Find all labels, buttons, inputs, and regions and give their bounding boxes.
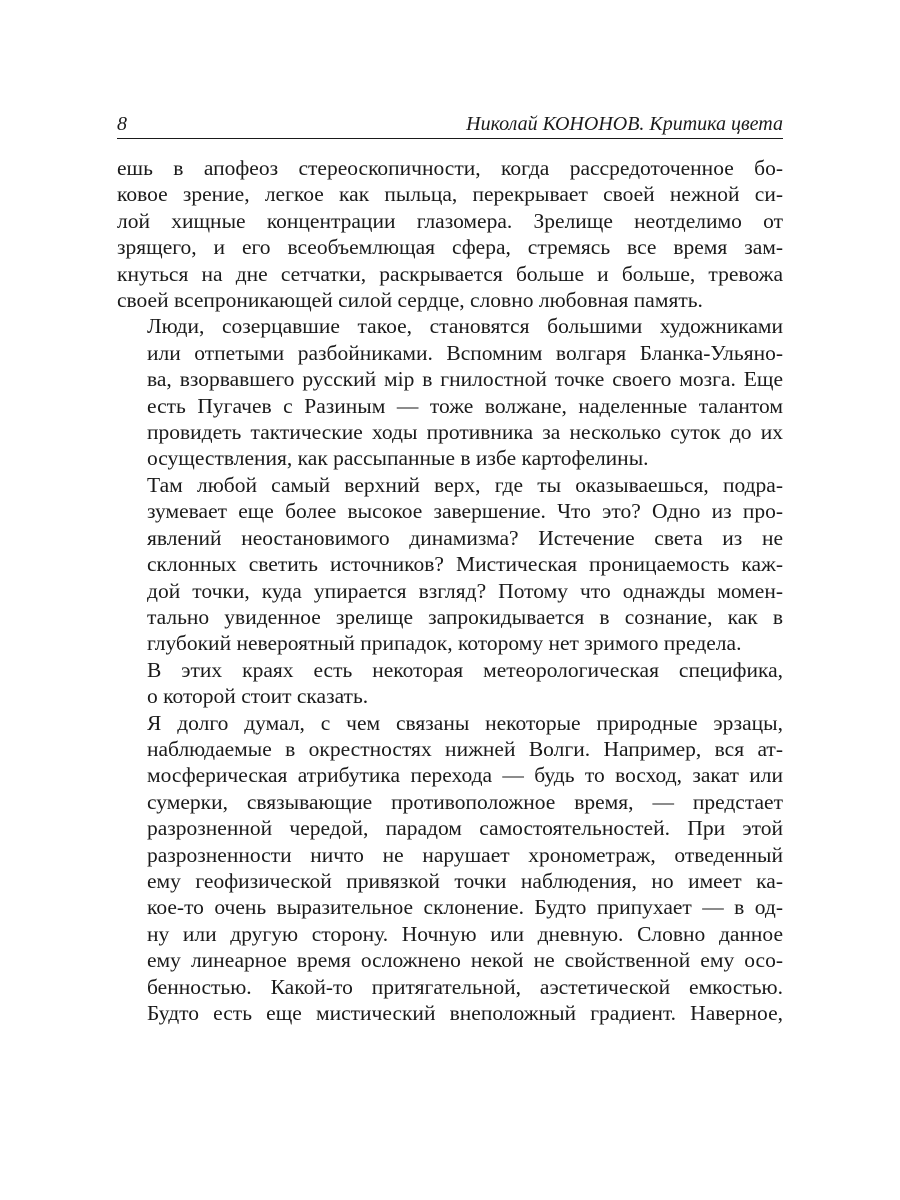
text-line: тально увиденное зрелище запрокидывается в сознание, как в (147, 604, 783, 629)
text-line: В этих краях есть некоторая метеорологическая специфика, (147, 657, 783, 682)
text-line: о которой стоит сказать. (147, 684, 369, 709)
text-line: лой хищные концентрации глазомера. Зрелище неотделимо от (117, 208, 783, 233)
body-text (117, 155, 783, 1026)
text-line: разрозненности ничто не нарушает хронометраж, отведенный (147, 842, 783, 867)
text-line: явлений неостановимого динамизма? Истечение света из не (147, 525, 783, 550)
text-line: Будто есть еще мистический внеположный градиент. Наверное, (147, 1001, 783, 1025)
text-line: кнуться на дне сетчатки, раскрывается больше и больше, тревожа (117, 261, 783, 286)
text-line: осуществления, как рассыпанные в избе картофелины. (147, 446, 649, 471)
text-line: ну или другую сторону. Ночную или дневную. Словно данное (147, 921, 783, 946)
book-page (117, 112, 783, 1026)
text-line: провидеть тактические ходы противника за несколько суток до их (147, 420, 783, 445)
running-title: Николай КОНОНОВ. Критика цвета (466, 113, 783, 135)
text-line: ему геофизической привязкой точки наблюдения, но имеет ка- (147, 868, 783, 893)
text-line: есть Пугачев с Разиным — тоже волжане, наделенные талантом (147, 393, 783, 418)
text-line: глубокий невероятный припадок, которому нет зримого предела. (147, 631, 742, 656)
text-line: или отпетыми разбойниками. Вспомним волгаря Бланка-Ульяно- (147, 340, 783, 365)
running-head (117, 112, 783, 139)
paragraph-1 (117, 155, 783, 313)
text-line: сумерки, связывающие противоположное время, — предстает (147, 789, 783, 814)
text-line: мосферическая атрибутика перехода — будь то восход, закат или (147, 763, 783, 788)
text-line: ковое зрение, легкое как пыльца, перекрывает своей нежной си- (117, 182, 783, 207)
text-line: ему линеарное время осложнено некой не свойственной ему осо- (147, 948, 783, 973)
text-line: Люди, созерцавшие такое, становятся большими художниками (147, 314, 783, 339)
text-line: кое-то очень выразительное склонение. Будто припухает — в од- (147, 895, 783, 920)
text-line: бенностью. Какой-то притягательной, аэстетической емкостью. (147, 974, 783, 999)
paragraph-4 (117, 657, 783, 710)
text-line: Я долго думал, с чем связаны некоторые природные эрзацы, (147, 710, 783, 735)
paragraph-3 (117, 472, 783, 657)
text-line: дой точки, куда упирается взгляд? Потому что однажды момен- (147, 578, 783, 603)
text-line: разрозненной чередой, парадом самостоятельностей. При этой (147, 816, 783, 841)
page-number: 8 (117, 113, 127, 135)
text-line: зрящего, и его всеобъемлющая сфера, стремясь все время зам- (117, 235, 783, 260)
text-line: Там любой самый верхний верх, где ты оказываешься, подра- (147, 472, 783, 497)
text-line: склонных светить источников? Мистическая проницаемость каж- (147, 552, 783, 577)
text-line: своей всепроникающей силой сердце, словно любовная память. (117, 288, 703, 313)
paragraph-5 (117, 710, 783, 1027)
paragraph-2 (117, 313, 783, 471)
text-line: ешь в апофеоз стереоскопичности, когда рассредоточенное бо- (117, 156, 783, 180)
text-line: ва, взорвавшего русский мiр в гнилостной точке своего мозга. Еще (147, 367, 783, 392)
text-line: наблюдаемые в окрестностях нижней Волги. Например, вся ат- (147, 736, 783, 761)
text-line: зумевает еще более высокое завершение. Что это? Одно из про- (147, 499, 783, 524)
